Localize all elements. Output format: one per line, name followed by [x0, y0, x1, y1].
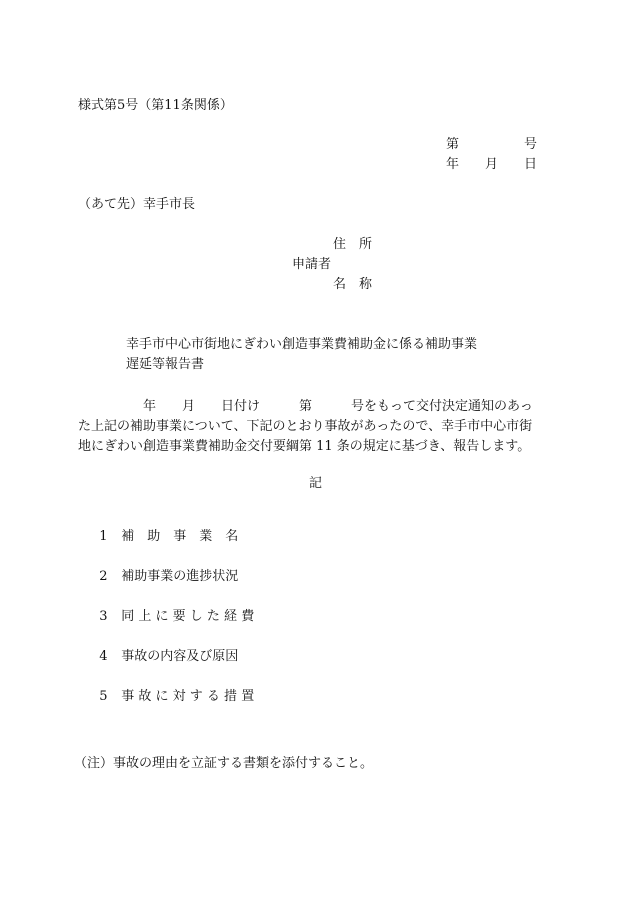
ki-heading: 記: [309, 476, 323, 491]
item-label: 補 助 事 業 名: [121, 529, 239, 544]
list-item: [91, 677, 254, 703]
body-line: た上記の補助事業について、下記のとおり事故があったので、幸手市中心市街: [78, 419, 533, 434]
item-label: 同 上 に 要 し た 経 費: [121, 609, 255, 624]
list-item: [91, 597, 254, 623]
item-number: 4: [99, 649, 108, 664]
document-title-line-2: 遅延等報告書: [126, 357, 205, 372]
item-label: 補助事業の進捗状況: [121, 569, 239, 584]
form-number: 様式第5号（第11条関係）: [78, 98, 233, 113]
item-number: 3: [99, 609, 108, 624]
body-paragraph: [78, 397, 554, 457]
body-line: 地にぎわい創造事業費補助金交付要綱第 11 条の規定に基づき、報告します。: [78, 439, 531, 454]
document-title-line-1: 幸手市中心市街地にぎわい創造事業費補助金に係る補助事業: [126, 337, 478, 352]
item-label: 事 故 に 対 す る 措 置: [121, 689, 255, 704]
item-number: 2: [99, 569, 108, 584]
applicant-address-label: 住 所: [333, 237, 373, 252]
item-label: 事故の内容及び原因: [121, 649, 239, 664]
item-number: 5: [99, 689, 108, 704]
addressee: （あて先）幸手市長: [78, 197, 196, 212]
applicant-label: 申請者: [292, 257, 332, 272]
document-date: 年 月 日: [446, 157, 538, 172]
item-number: 1: [99, 529, 108, 544]
list-item: [91, 637, 238, 663]
note: （注）事故の理由を立証する書類を添付すること。: [74, 756, 374, 771]
body-line: 年 月 日付け 第 号をもって交付決定通知のあっ: [78, 399, 533, 414]
applicant-name-label: 名 称: [333, 277, 373, 292]
list-item: [91, 517, 238, 543]
document-number: 第 号: [446, 137, 538, 152]
list-item: [91, 557, 238, 583]
